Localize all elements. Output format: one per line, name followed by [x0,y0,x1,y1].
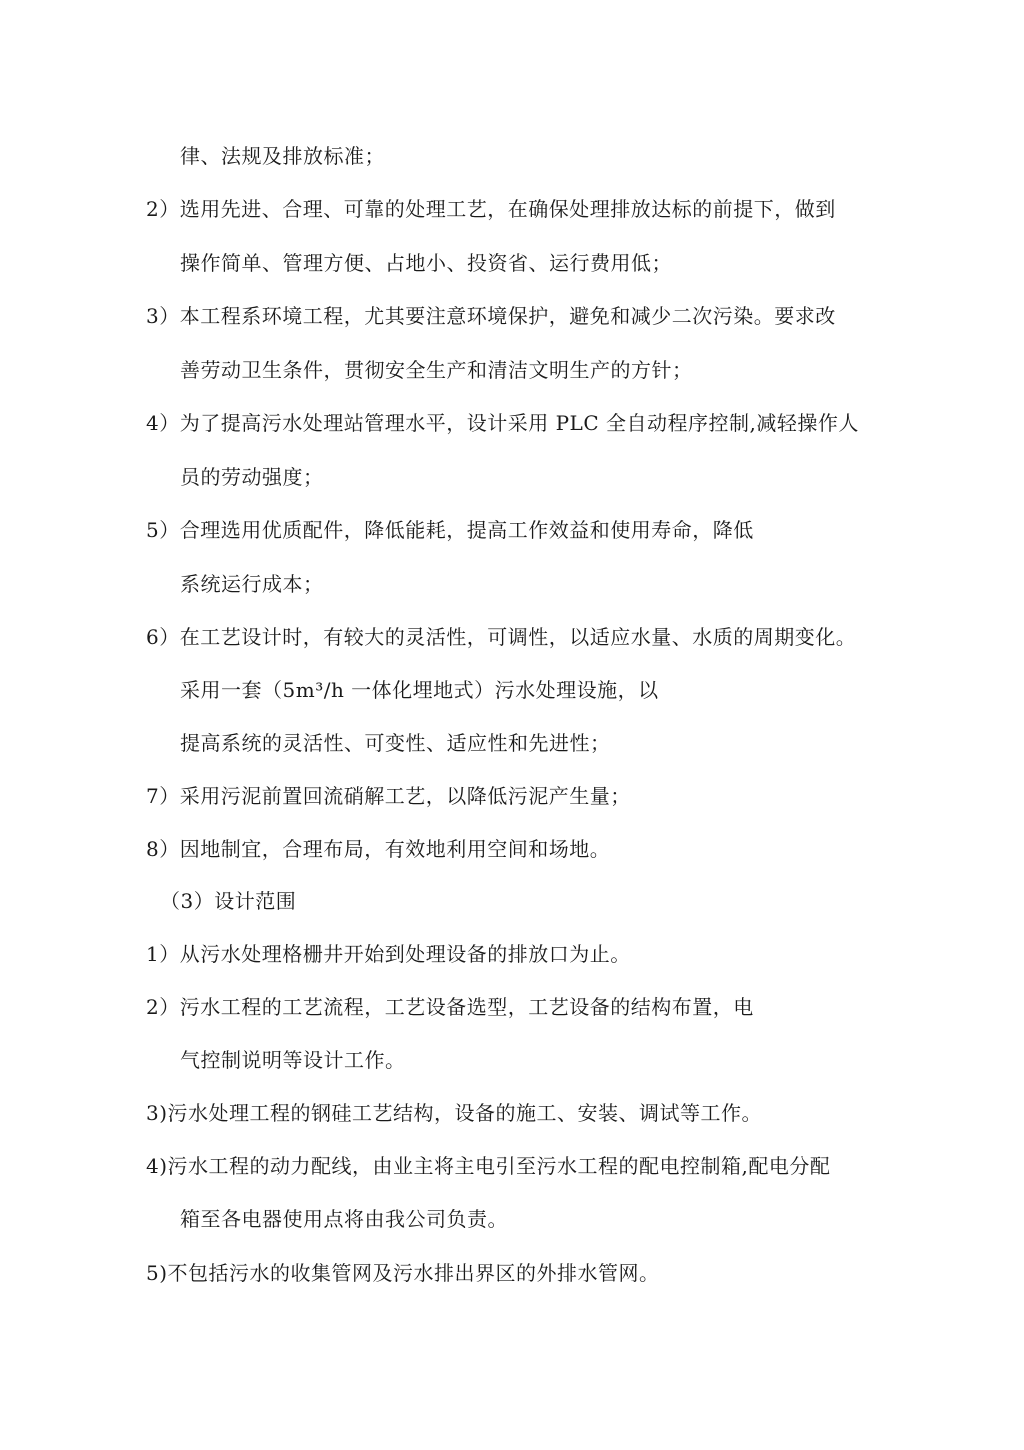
list-item: 3)污水处理工程的钢硅工艺结构，设备的施工、安装、调试等工作。 [146,1101,763,1125]
list-item: 5）合理选用优质配件，降低能耗，提高工作效益和使用寿命，降低 [146,518,754,542]
text-line: 提高系统的灵活性、可变性、适应性和先进性； [180,731,611,755]
text-line: 箱至各电器使用点将由我公司负责。 [180,1207,508,1231]
text-line: 操作简单、管理方便、占地小、投资省、运行费用低； [180,251,672,275]
list-item: 1）从污水处理格栅井开始到处理设备的排放口为止。 [146,942,631,966]
list-item: 6）在工艺设计时，有较大的灵活性，可调性，以适应水量、水质的周期变化。 [146,625,857,649]
text-line: 采用一套（5m³/h 一体化埋地式）污水处理设施，以 [180,678,659,702]
section-heading: （3）设计范围 [160,889,297,913]
list-item: 8）因地制宜，合理布局，有效地利用空间和场地。 [146,837,611,861]
list-item: 2）选用先进、合理、可靠的处理工艺，在确保处理排放达标的前提下，做到 [146,197,836,221]
list-item: 3）本工程系环境工程，尤其要注意环境保护，避免和减少二次污染。要求改 [146,304,836,328]
list-item: 5)不包括污水的收集管网及污水排出界区的外排水管网。 [146,1261,660,1285]
text-line: 员的劳动强度； [180,465,324,489]
list-item: 4）为了提高污水处理站管理水平，设计采用 PLC 全自动程序控制,减轻操作人 [146,411,859,435]
text-line: 律、法规及排放标准； [180,144,385,168]
list-item: 7）采用污泥前置回流硝解工艺，以降低污泥产生量； [146,784,631,808]
text-line: 气控制说明等设计工作。 [180,1048,406,1072]
text-line: 系统运行成本； [180,572,324,596]
list-item: 4)污水工程的动力配线，由业主将主电引至污水工程的配电控制箱,配电分配 [146,1154,831,1178]
text-line: 善劳动卫生条件，贯彻安全生产和清洁文明生产的方针； [180,358,693,382]
list-item: 2）污水工程的工艺流程，工艺设备选型，工艺设备的结构布置，电 [146,995,754,1019]
